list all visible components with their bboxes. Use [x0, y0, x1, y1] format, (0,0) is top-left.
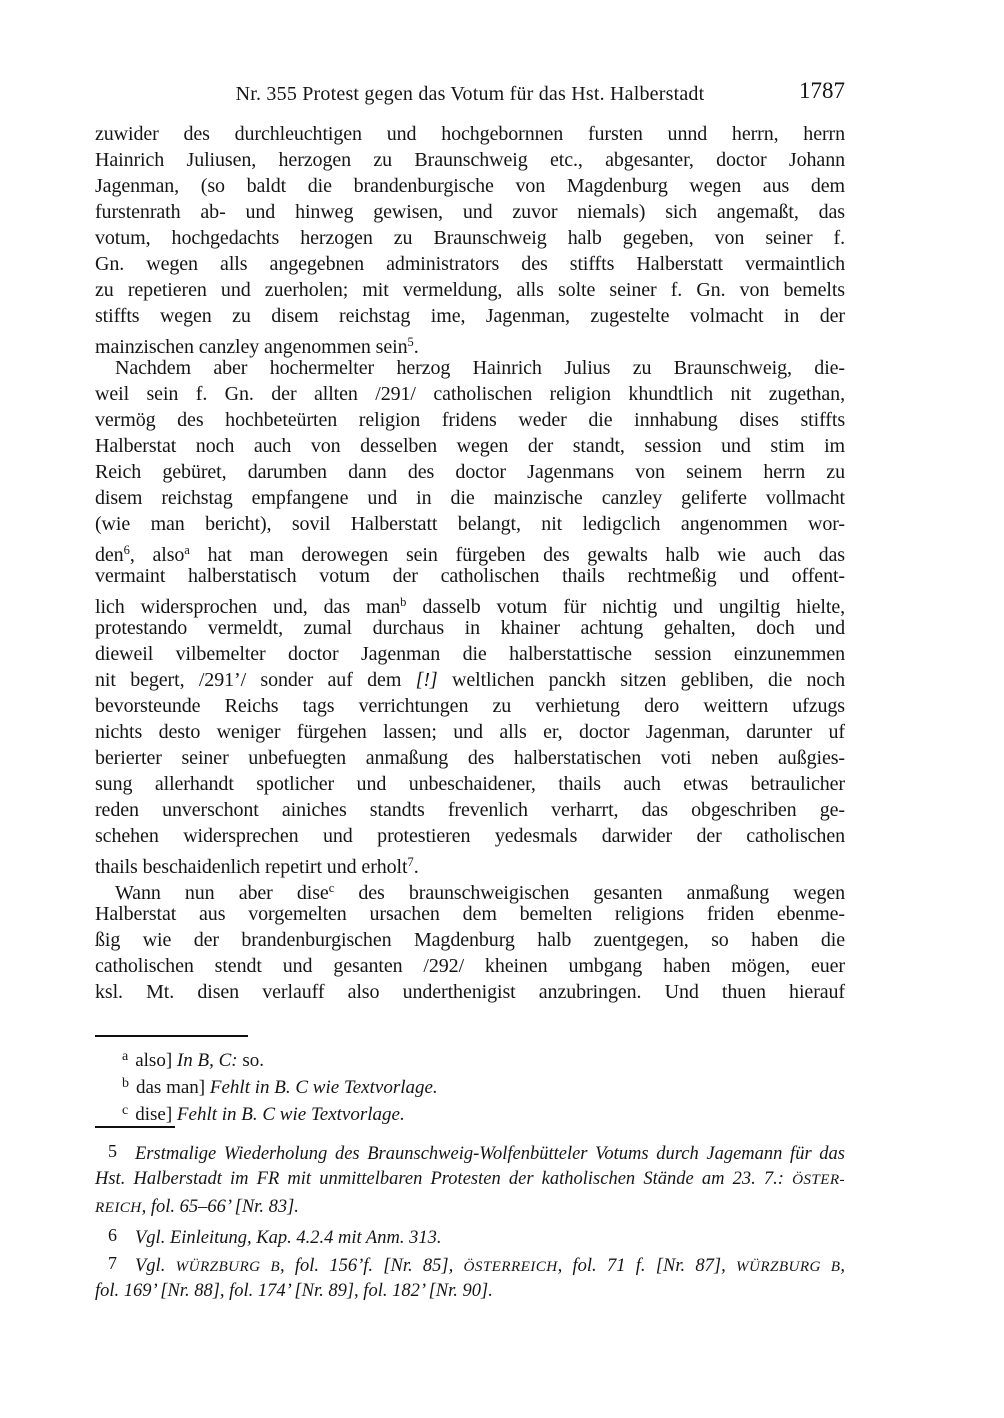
text-line [95, 563, 845, 589]
text-line [95, 225, 845, 251]
text-run: (wie man bericht), sovil Halberstatt belangt, nit ledigclich angenommen wor- [95, 513, 845, 535]
text-line [95, 745, 845, 771]
text-line [95, 875, 846, 904]
text-line [95, 147, 845, 173]
text-run: Vgl. [135, 1256, 176, 1276]
text-run: weltlichen panckh sitzen gebliben, die noch [437, 669, 846, 691]
text-run: furstenrath ab- und hinweg gewisen, und zuvor niemals) sich angemaßt, das [95, 201, 845, 223]
superscript-note-marker: 7 [407, 855, 414, 869]
footnote-letter-marker: a [122, 1049, 129, 1064]
text-run: protestando vermeldt, zumal durchaus in khainer achtung gehalten, doch und [95, 617, 845, 639]
text-line [95, 953, 845, 979]
numbered-footnotes [95, 1137, 845, 1305]
text-run: Halberstat noch auch von desselben wegen der standt, session und stim im [95, 435, 845, 457]
footnote-line [95, 1043, 845, 1070]
text-line [95, 719, 845, 745]
page-header [95, 78, 845, 106]
text-line [95, 511, 845, 537]
text-line [95, 667, 845, 693]
text-run: , also [129, 544, 185, 566]
superscript-note-marker: 5 [407, 335, 414, 349]
footnote-line [95, 1165, 845, 1193]
text-run: reden unverschont ainiches standts frevenlich verharrt, das obgeschriben ge- [95, 799, 845, 821]
text-run: vermaint halberstatisch votum der catholischen thails rechtmeßig und offent- [95, 565, 845, 587]
text-run: In B, C: [176, 1050, 238, 1071]
text-run: , [840, 1256, 845, 1276]
text-run: Halberstat aus vorgemelten ursachen dem bemelten religions friden ebenme- [95, 903, 845, 925]
text-run: catholischen stendt und gesanten /292/ kheinen umbgang haben mögen, euer [95, 955, 845, 977]
text-run: ßig wie der brandenburgischen Magdenburg halb zuentgegen, so haben die [95, 929, 845, 951]
text-run: das man] [136, 1077, 210, 1098]
text-line [95, 641, 845, 667]
letter-footnotes-rule [95, 1035, 248, 1037]
text-run: also] [135, 1050, 177, 1071]
page-number: 1787 [799, 78, 845, 103]
footnote-line [95, 1277, 845, 1305]
text-run: Fehlt in B. C wie Textvorlage. [209, 1077, 438, 1098]
text-run: WÜRZBURG B [175, 1258, 280, 1275]
text-line [95, 979, 845, 1005]
text-run: . [413, 856, 419, 878]
footnote-line [95, 1137, 845, 1165]
superscript-note-marker: c [328, 881, 335, 895]
text-run: Hst. Halberstadt im FR mit unmittelbaren Protesten der katholischen Stände am 23. 7.: [95, 1169, 793, 1189]
text-line [95, 459, 845, 485]
footnote-line [95, 1193, 845, 1221]
text-run: ksl. Mt. disen verlauff also underthenigist anzubringen. Und thuen hierauf [95, 981, 845, 1003]
footnote-number-marker: 7 [108, 1253, 117, 1273]
text-line [95, 823, 845, 849]
text-line [95, 303, 845, 329]
text-run: thails beschaidenlich repetirt und erholt [95, 856, 408, 878]
text-line [95, 537, 845, 566]
body-text [95, 121, 845, 1005]
text-run: Wann nun aber dise [115, 882, 329, 904]
text-run: . [413, 336, 419, 358]
page-content [95, 78, 846, 1305]
text-run: zuwider des durchleuchtigen und hochgebornnen fursten unnd herrn, herrn [95, 123, 845, 145]
text-line [95, 901, 845, 927]
text-run: , fol. 71 f. [Nr. 87], [557, 1256, 736, 1276]
text-run: REICH [95, 1199, 142, 1216]
superscript-note-marker: 6 [123, 543, 130, 557]
text-run: des braunschweigischen gesanten anmaßung wegen [334, 882, 846, 904]
text-run: dise] [135, 1104, 177, 1125]
text-run: so. [237, 1050, 264, 1071]
text-run: vermög des hochbeteürten religion fridens weder die innhabung dises stiffts [95, 409, 845, 431]
text-run: votum, hochgedachts herzogen zu Braunschweig halb gegeben, von seiner f. [95, 227, 845, 249]
text-run: den [95, 544, 124, 566]
text-run: Nachdem aber hochermelter herzog Hainrich Julius zu Braunschweig, die- [115, 357, 845, 379]
numbered-footnotes-rule [95, 1126, 175, 1128]
text-run: , fol. 65–66’ [Nr. 83]. [141, 1197, 299, 1217]
text-line [95, 433, 845, 459]
footnote-line [95, 1221, 845, 1249]
text-run: berierter seiner unbefuegten anmaßung des halberstatischen voti neben außgies- [95, 747, 845, 769]
text-run: Fehlt in B. C wie Textvorlage. [176, 1104, 405, 1125]
text-run: schehen widersprechen und protestieren yedesmals darwider der catholischen [95, 825, 845, 847]
text-run: lich widersprochen und, das man [95, 596, 401, 618]
text-run: Erstmalige Wiederholung des Braunschweig-Wolfenbütteler Votums durch Jagemann für das [135, 1144, 845, 1164]
text-line [95, 615, 845, 641]
text-line [95, 485, 845, 511]
text-line [95, 589, 846, 618]
text-run: ÖSTERREICH [463, 1258, 558, 1275]
text-line [95, 771, 845, 797]
footnote-letter-marker: c [122, 1103, 129, 1118]
text-run: weil sein f. Gn. der allten /291/ catholischen religion khundtlich nit zugethan, [95, 383, 845, 405]
footnote-letter-marker: b [122, 1076, 129, 1091]
footnote-line [95, 1070, 845, 1097]
text-run: Reich gebüret, darumben dann des doctor Jagenmans von seinem herrn zu [95, 461, 845, 483]
text-line [95, 173, 845, 199]
footnote-number-marker: 6 [108, 1225, 117, 1245]
text-run: sung allerhandt spotlicher und unbeschaidener, thails auch etwas betraulicher [95, 773, 845, 795]
footnote-line [95, 1097, 845, 1124]
text-run: disem reichstag empfangene und in die mainzische canzley geliferte vollmacht [95, 487, 845, 509]
text-run: mainzischen canzley angenommen sein [95, 336, 408, 358]
text-run: nit begert, /291’/ sonder auf dem [95, 669, 416, 691]
text-run: dieweil vilbemelter doctor Jagenman die halberstattische session einzunemmen [95, 643, 845, 665]
text-run: zu repetieren und zuerholen; mit vermeldung, alls solte seiner f. Gn. von bemelts [95, 279, 845, 301]
text-run: fol. 169’ [Nr. 88], fol. 174’ [Nr. 89], fol. 182’ [Nr. 90]. [95, 1281, 493, 1301]
text-line [95, 251, 845, 277]
text-run: ÖSTER- [792, 1171, 845, 1188]
letter-footnotes [95, 1043, 845, 1124]
superscript-note-marker: a [184, 543, 190, 557]
text-line [95, 381, 845, 407]
text-run: Hainrich Juliusen, herzogen zu Braunschweig etc., abgesanter, doctor Johann [95, 149, 845, 171]
footnote-number-marker: 5 [108, 1141, 117, 1161]
text-run: dasselb votum für nichtig und ungiltig hielte, [406, 596, 846, 618]
text-line [95, 329, 845, 358]
superscript-note-marker: b [400, 595, 407, 609]
text-line [95, 355, 845, 381]
running-title: Nr. 355 Protest gegen das Votum für das Hst. Halberstadt [235, 83, 705, 105]
text-line [95, 121, 845, 147]
text-line [95, 277, 845, 303]
footnote-line [95, 1249, 845, 1277]
text-line [95, 927, 845, 953]
text-run: hat man derowegen sein fürgeben des gewalts halb wie auch das [189, 544, 845, 566]
text-run: bevorsteunde Reichs tags verrichtungen zu verhietung dero weittern ufzugs [95, 695, 845, 717]
text-run: Gn. wegen alls angegebnen administrators des stiffts Halberstatt vermaintlich [95, 253, 845, 275]
text-run: , fol. 156’f. [Nr. 85], [279, 1256, 464, 1276]
text-run: nichts desto weniger fürgehen lassen; und alls er, doctor Jagenman, darunter uf [95, 721, 845, 743]
text-run: WÜRZBURG B [735, 1258, 841, 1275]
text-line [95, 849, 845, 878]
text-line [95, 797, 845, 823]
text-run: stiffts wegen zu disem reichstag ime, Jagenman, zugestelte volmacht in der [95, 305, 845, 327]
text-line [95, 199, 845, 225]
text-line [95, 407, 845, 433]
text-run: [!] [415, 669, 438, 691]
text-run: Jagenman, (so baldt die brandenburgische von Magdenburg wegen aus dem [95, 175, 845, 197]
text-line [95, 693, 845, 719]
text-run: Vgl. Einleitung, Kap. 4.2.4 mit Anm. 313. [135, 1228, 442, 1248]
